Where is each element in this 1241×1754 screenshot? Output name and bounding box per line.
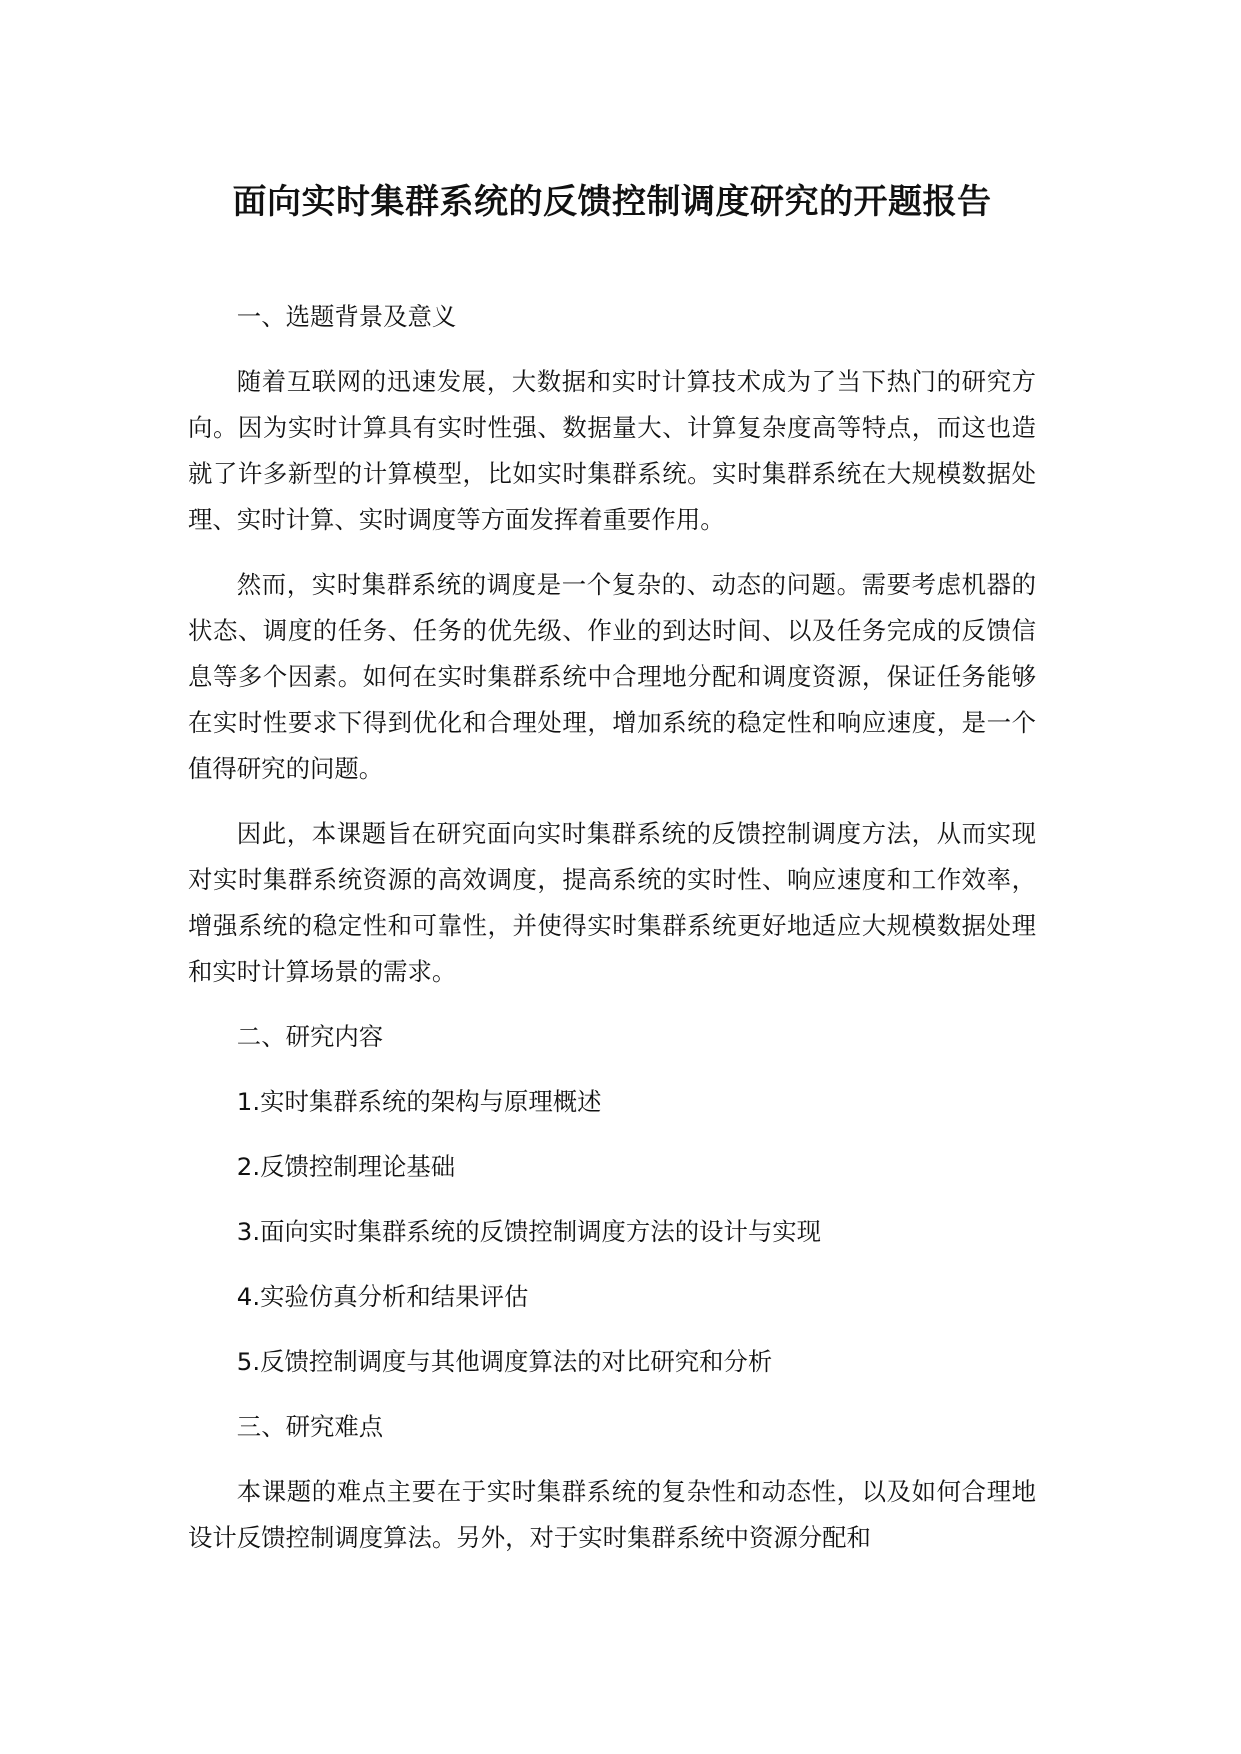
content-item-3: 3.面向实时集群系统的反馈控制调度方法的设计与实现 bbox=[236, 1217, 822, 1246]
content-item-1: 1.实时集群系统的架构与原理概述 bbox=[236, 1087, 602, 1116]
document-title: 面向实时集群系统的反馈控制调度研究的开题报告 bbox=[232, 182, 992, 222]
section-heading-content: 二、研究内容 bbox=[236, 1022, 384, 1051]
content-item-5: 5.反馈控制调度与其他调度算法的对比研究和分析 bbox=[236, 1347, 773, 1376]
section-heading-background: 一、选题背景及意义 bbox=[236, 302, 457, 331]
section-heading-difficulties: 三、研究难点 bbox=[236, 1412, 384, 1441]
document-body bbox=[188, 294, 1036, 1580]
content-item-4: 4.实验仿真分析和结果评估 bbox=[236, 1282, 529, 1311]
content-item-2: 2.反馈控制理论基础 bbox=[236, 1152, 456, 1181]
paragraph-background-3: 因此，本课题旨在研究面向实时集群系统的反馈控制调度方法，从而实现对实时集群系统资源的高效调度，提高系统的实时性、响应速度和工作效率，增强系统的稳定性和可靠性，并使得实时集群系统更好地适应大规模数据处理和实时计算场景的需求。 bbox=[188, 819, 1036, 986]
paragraph-background-1: 随着互联网的迅速发展，大数据和实时计算技术成为了当下热门的研究方向。因为实时计算具有实时性强、数据量大、计算复杂度高等特点，而这也造就了许多新型的计算模型，比如实时集群系统。实时集群系统在大规模数据处理、实时计算、实时调度等方面发挥着重要作用。 bbox=[188, 367, 1036, 534]
paragraph-background-2: 然而，实时集群系统的调度是一个复杂的、动态的问题。需要考虑机器的状态、调度的任务、任务的优先级、作业的到达时间、以及任务完成的反馈信息等多个因素。如何在实时集群系统中合理地分配和调度资源，保证任务能够在实时性要求下得到优化和合理处理，增加系统的稳定性和响应速度，是一个值得研究的问题。 bbox=[188, 570, 1036, 783]
paragraph-difficulties: 本课题的难点主要在于实时集群系统的复杂性和动态性，以及如何合理地设计反馈控制调度算法。另外，对于实时集群系统中资源分配和 bbox=[188, 1477, 1036, 1552]
